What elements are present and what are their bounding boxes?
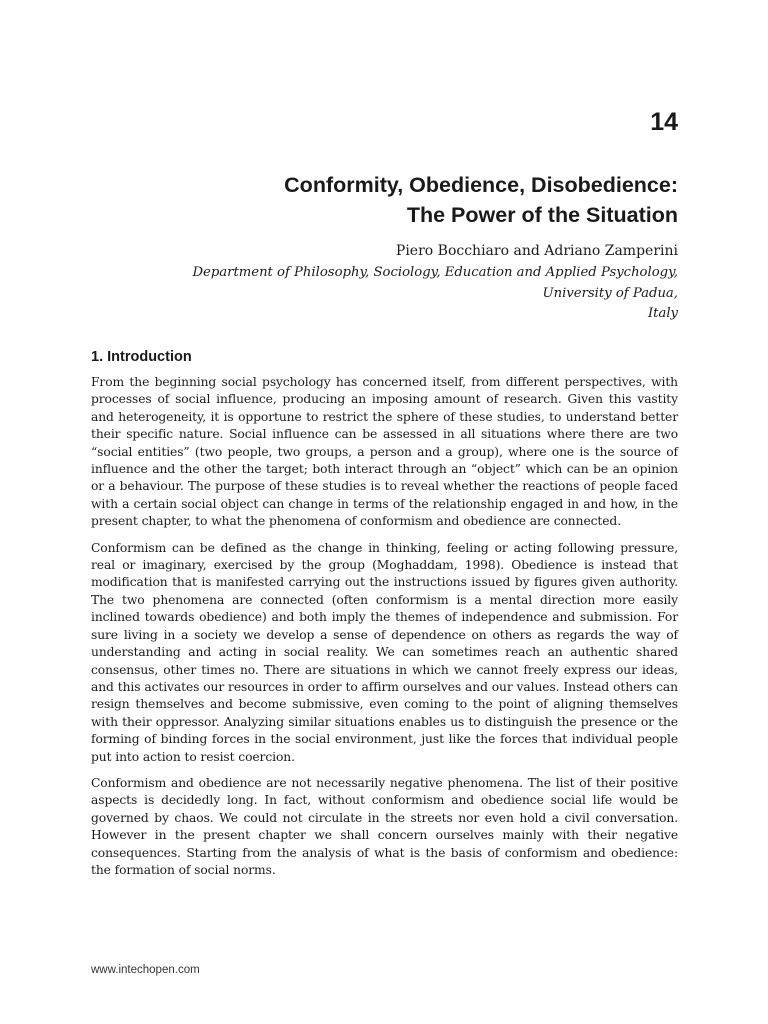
- footer-url: www.intechopen.com: [91, 964, 200, 976]
- affiliation-line-1: Department of Philosophy, Sociology, Education and Applied Psychology,: [192, 265, 678, 280]
- chapter-number: 14: [650, 108, 678, 136]
- body-text: [91, 374, 678, 888]
- document-page: [91, 0, 678, 1024]
- affiliation: [91, 263, 678, 325]
- affiliation-line-2: University of Padua,: [542, 285, 678, 301]
- section-heading: 1. Introduction: [91, 349, 192, 365]
- paragraph-2: Conformism can be defined as the change in thinking, feeling or acting following pressure, real or imaginary, exercised by the group (Moghaddam, 1998). Obedience is instead that modification that is manifested carrying out the instructions issued by figures given authority. The two phenomena are connected (often conformism is a mental direction more easily inclined towards obedience) and both imply the themes of independence and submission. For sure living in a society we develop a sense of dependence on others as regards the way of understanding and acting in social reality. We can sometimes reach an authentic shared consensus, other times no. There are situations in which we cannot freely express our ideas, and this activates our resources in order to affirm ourselves and our values. Instead others can resign themselves and become submissive, even coming to the point of aligning themselves with their oppressor. Analyzing similar situations enables us to distinguish the presence or the forming of binding forces in the social environment, just like the forces that individual people put into action to resist coercion.: [91, 540, 678, 764]
- chapter-title: [91, 170, 678, 230]
- paragraph-1: From the beginning social psychology has concerned itself, from different perspectives, with processes of social influence, producing an imposing amount of research. Given this vastity and heterogeneity, it is opportune to restrict the sphere of these studies, to understand better their specific nature. Social influence can be assessed in all situations where there are two “social entities” (two people, two groups, a person and a group), where one is the source of influence and the other the target; both interact through an “object” which can be an opinion or a behaviour. The purpose of these studies is to reveal whether the reactions of people faced with a certain social object can change in terms of the relationship engaged in and how, in the present chapter, to what the phenomena of conformism and obedience are connected.: [91, 375, 678, 529]
- chapter-title-line-2: The Power of the Situation: [406, 203, 678, 227]
- authors: Piero Bocchiaro and Adriano Zamperini: [395, 243, 678, 259]
- paragraph-3: Conformism and obedience are not necessarily negative phenomena. The list of their positive aspects is decidedly long. In fact, without conformism and obedience social life would be governed by chaos. We could not circulate in the streets nor even hold a civil conversation. However in the present chapter we shall concern ourselves mainly with their negative consequences. Starting from the analysis of what is the basis of conformism and obedience: the formation of social norms.: [91, 775, 678, 877]
- chapter-title-line-1: Conformity, Obedience, Disobedience:: [284, 173, 678, 197]
- affiliation-line-3: Italy: [647, 306, 678, 321]
